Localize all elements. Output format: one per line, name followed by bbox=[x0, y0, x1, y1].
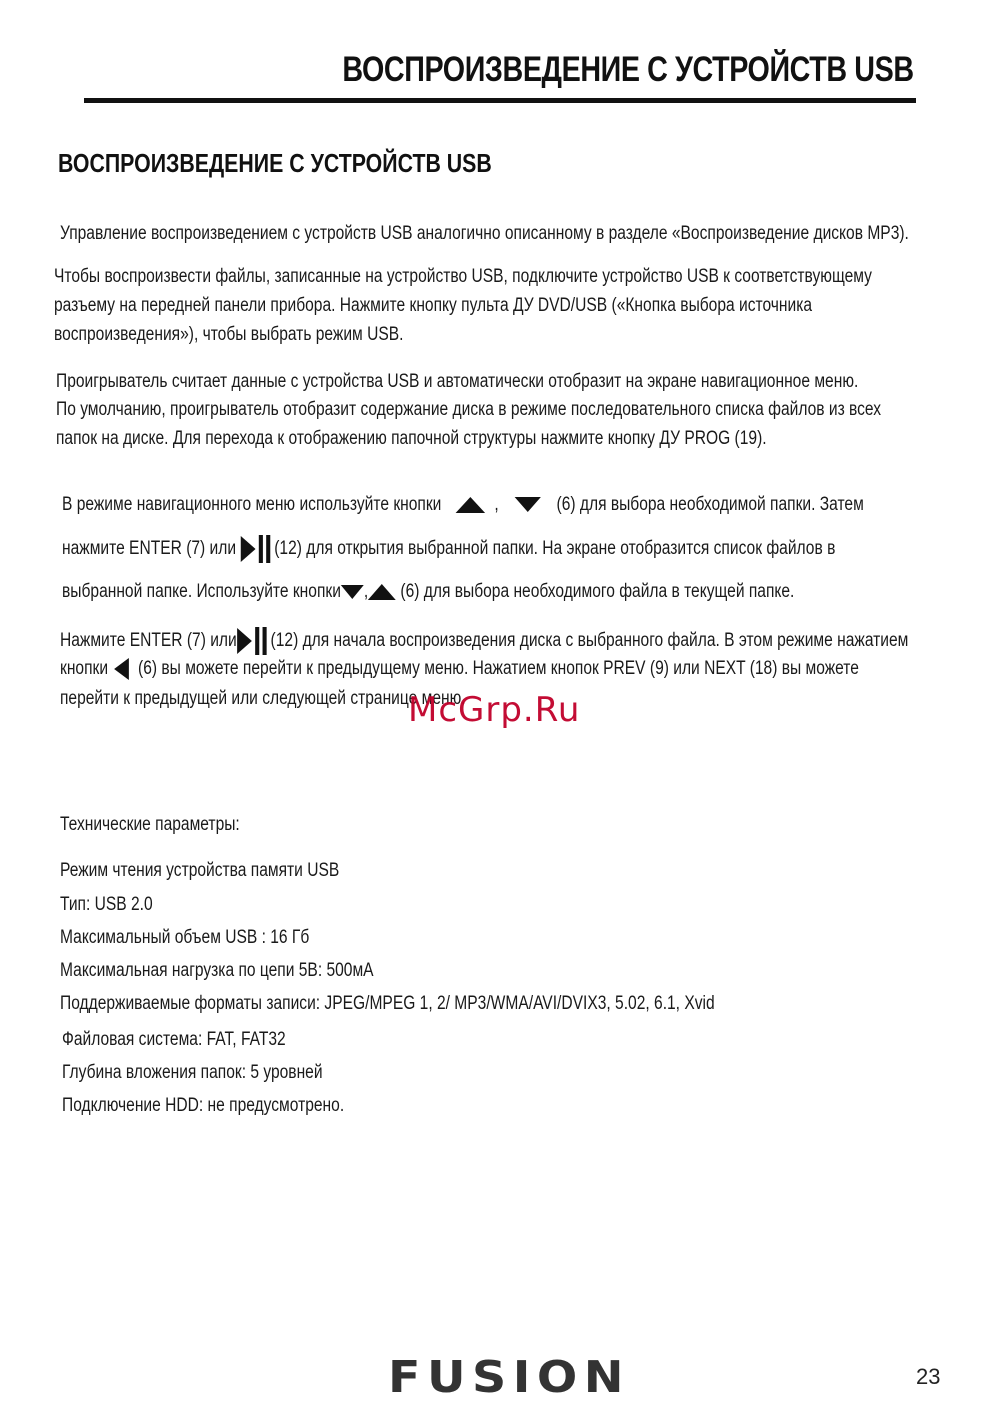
paragraph-5-line-2 bbox=[60, 657, 859, 681]
fusion-logo: FUSION bbox=[388, 1352, 631, 1403]
paragraph-4-line-3 bbox=[62, 580, 794, 604]
spec-item: Глубина вложения папок: 5 уровней bbox=[62, 1062, 323, 1083]
p4-l2-text-a: нажмите ENTER (7) или bbox=[62, 538, 237, 560]
up-triangle-icon bbox=[456, 497, 486, 513]
specs-heading: Технические параметры: bbox=[60, 814, 240, 835]
p5-l1-text-b: (12) для начала воспроизведения диска с выбранного файла. В этом режиме нажатием bbox=[270, 630, 909, 652]
down-triangle-icon bbox=[341, 585, 364, 599]
p5-l1-text-a: Нажмите ENTER (7) или bbox=[60, 630, 237, 652]
down-triangle-icon bbox=[514, 497, 540, 512]
section-title: ВОСПРОИЗВЕДЕНИЕ С УСТРОЙСТВ USB bbox=[58, 148, 492, 178]
p5-l2-text-a: кнопки bbox=[60, 658, 109, 679]
watermark: McGrp.Ru bbox=[408, 690, 581, 730]
up-triangle-icon bbox=[368, 584, 396, 600]
spec-item: Тип: USB 2.0 bbox=[60, 894, 153, 915]
paragraph-4-line-1 bbox=[62, 493, 864, 517]
paragraph-2-line-2: разъему на передней панели прибора. Нажмите кнопку пульта ДУ DVD/USB («Кнопка выбора источника bbox=[54, 295, 813, 316]
paragraph-3-line-2: По умолчанию, проигрыватель отобразит содержание диска в режиме последовательного списка файлов из всех bbox=[56, 399, 882, 420]
p5-l2-text-b: (6) вы можете перейти к предыдущему меню. Нажатием кнопок PREV (9) или NEXT (18) вы можете bbox=[138, 658, 859, 679]
header-title: ВОСПРОИЗВЕДЕНИЕ С УСТРОЙСТВ USB bbox=[342, 50, 914, 89]
paragraph-4-line-2 bbox=[62, 535, 835, 563]
paragraph-1: Управление воспроизведением с устройств USB аналогично описанному в разделе «Воспроизведение дисков MP3). bbox=[60, 223, 909, 244]
play-pause-icon bbox=[237, 627, 267, 655]
paragraph-5-line-1 bbox=[60, 627, 908, 655]
spec-item: Поддерживаемые форматы записи: JPEG/MPEG 1, 2/ MP3/WMA/AVI/DVIX3, 5.02, 6.1, Xvid bbox=[60, 993, 715, 1014]
p4-l1-text-c: (6) для выбора необходимой папки. Затем bbox=[556, 494, 864, 515]
header-divider bbox=[84, 98, 916, 103]
spec-item: Максимальная нагрузка по цепи 5В: 500мА bbox=[60, 960, 374, 981]
spec-item: Подключение HDD: не предусмотрено. bbox=[62, 1095, 345, 1116]
paragraph-2-line-1: Чтобы воспроизвести файлы, записанные на устройство USB, подключите устройство USB к соответствующему bbox=[54, 266, 872, 287]
spec-item: Максимальный объем USB : 16 Гб bbox=[60, 927, 310, 948]
p4-l1-text-a: В режиме навигационного меню используйте кнопки bbox=[62, 494, 442, 515]
spec-item: Режим чтения устройства памяти USB bbox=[60, 860, 340, 881]
p4-l3-text-c: (6) для выбора необходимого файла в текущей папке. bbox=[400, 581, 795, 602]
left-triangle-icon bbox=[114, 658, 129, 680]
paragraph-3-line-1: Проигрыватель считает данные с устройства USB и автоматически отобразит на экране навигационное меню. bbox=[56, 371, 859, 392]
play-pause-icon bbox=[240, 535, 270, 563]
p4-l3-text-a: выбранной папке. Используйте кнопки bbox=[62, 581, 341, 602]
paragraph-5-line-3: перейти к предыдущей или следующей странице меню. bbox=[60, 688, 466, 709]
paragraph-2-line-3: воспроизведения»), чтобы выбрать режим USB. bbox=[54, 324, 404, 345]
p4-l2-text-b: (12) для открытия выбранной папки. На экране отобразится список файлов в bbox=[274, 538, 836, 560]
spec-item: Файловая система: FAT, FAT32 bbox=[62, 1029, 286, 1050]
page-number: 23 bbox=[916, 1364, 941, 1389]
p4-l1-comma: , bbox=[494, 494, 499, 515]
p4-l3-comma: , bbox=[363, 581, 369, 602]
paragraph-3-line-3: папок на диске. Для перехода к отображению папочной структуры нажмите кнопку ДУ PROG (19). bbox=[56, 428, 767, 449]
